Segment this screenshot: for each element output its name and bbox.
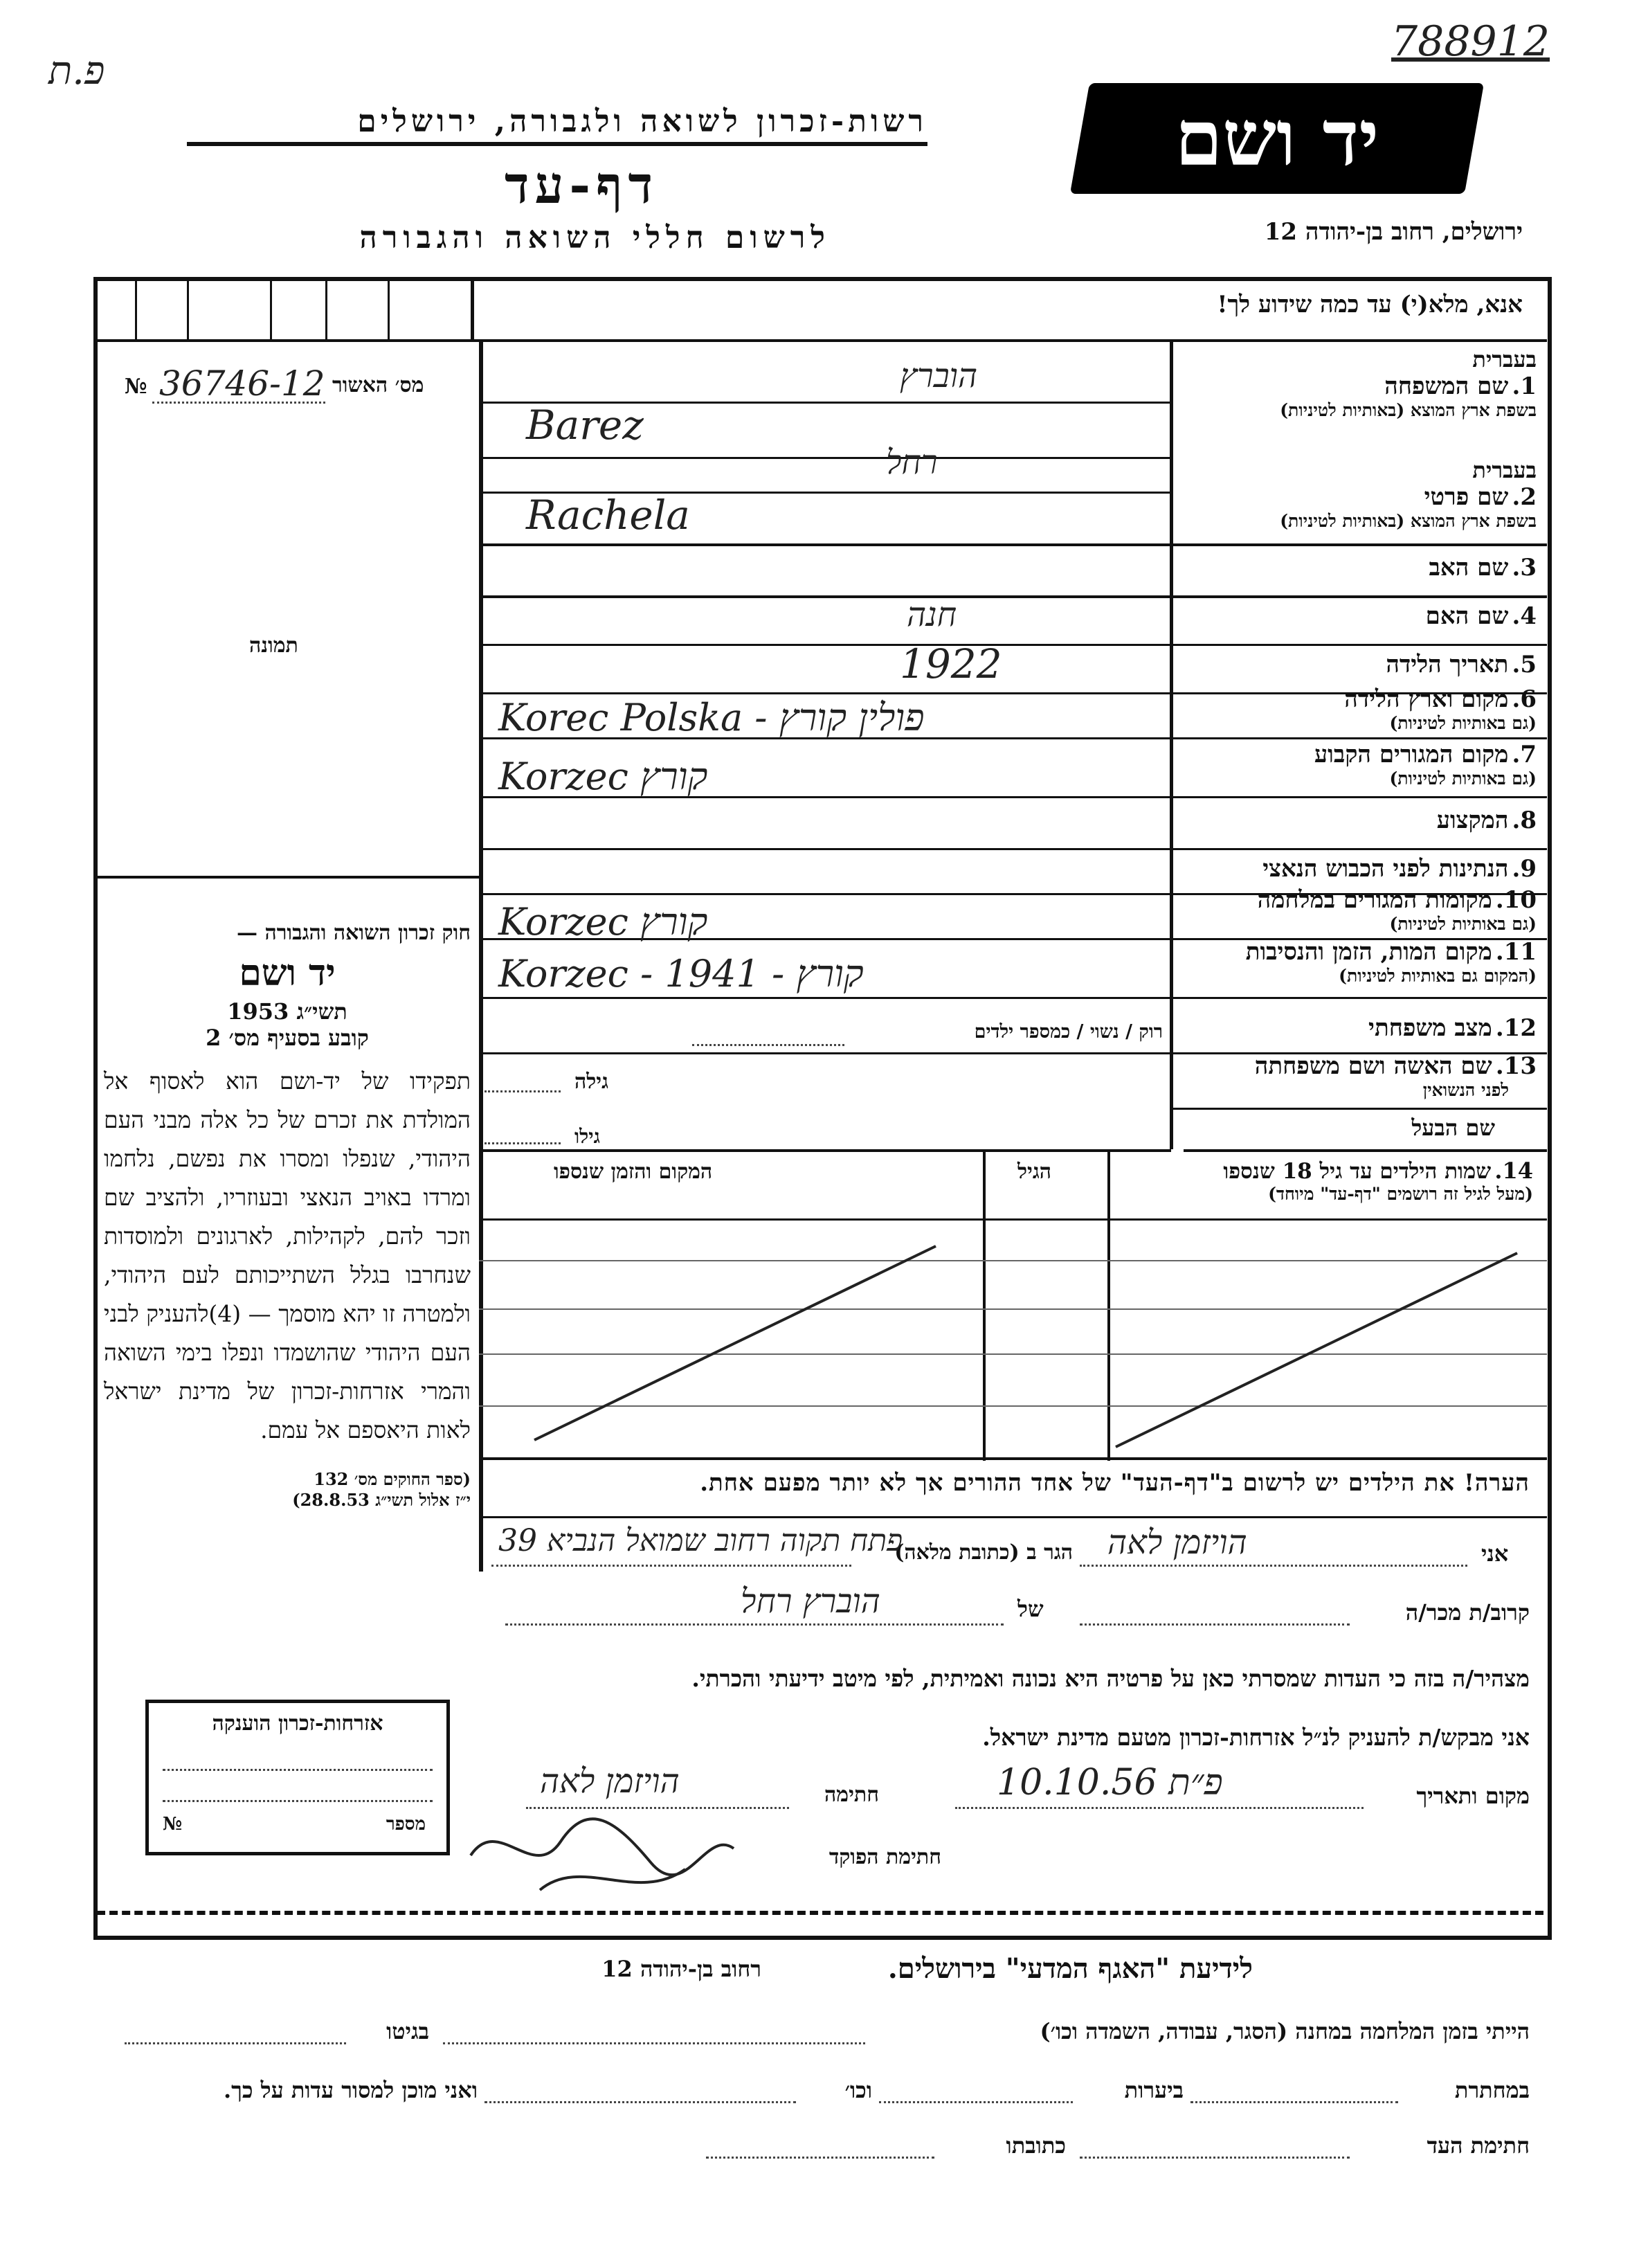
footer-witness-sig: חתימת העד (1427, 2132, 1530, 2159)
field-label: שם האב (1429, 554, 1509, 582)
field-num: 5. (1512, 651, 1537, 678)
form-title: דף-עד (504, 156, 659, 215)
footer-addr: כתובתו (1006, 2132, 1066, 2159)
surname-latin[interactable]: Barez (526, 402, 644, 449)
field-num: 4. (1512, 602, 1537, 630)
field-sub: לפני הנשואין (1422, 1080, 1509, 1100)
citizenship-box (145, 1700, 450, 1855)
field-label: מקומות המגורים במלחמה (1257, 886, 1492, 914)
law-footnote-2: י״ז אלול תשי״ג 28.8.53) (292, 1490, 471, 1510)
corner-mark: פ.ת (48, 48, 105, 93)
footer-etc: וכו׳ (844, 2077, 872, 2103)
mother-value[interactable]: חנה (907, 595, 957, 634)
field-label: שם פרטי (1424, 483, 1509, 511)
field-num: 11. (1495, 938, 1537, 966)
address: ירושלים, רחוב בן-יהודה 12 (1264, 218, 1523, 246)
field-label: תאריך הלידה (1386, 651, 1509, 678)
first-name-latin[interactable]: Rachela (526, 492, 690, 539)
law-section: קובע בסעיף מס׳ 2 (206, 1025, 369, 1051)
field-label: שם האם (1425, 602, 1509, 630)
field-sub: (גם באותיות לטיניות) (1389, 768, 1537, 789)
law-year: תשי״ג 1953 (227, 998, 347, 1025)
field-label: שם האשה ושם משפחתה (1254, 1052, 1492, 1080)
field-num: 7. (1512, 741, 1537, 768)
intro-text: אנא, מלא(י) עד כמה שידוע לך! (1217, 291, 1523, 318)
decl-request: אני מבקש/ת להעניק לנ״ל אזרחות-זכרון מטעם מדינת ישראל. (982, 1724, 1530, 1751)
place-date-label: מקום ותאריך (1416, 1783, 1530, 1809)
hebrew-label: בעברית (1472, 457, 1537, 483)
citizenship-title: אזרחות-זכרון הוענקה (212, 1711, 383, 1736)
field-wife (1177, 1052, 1537, 1101)
footer-ghetto: בגיטו (386, 2018, 429, 2044)
signature-value[interactable]: הויזמן לאה (540, 1762, 680, 1801)
birth-date-value[interactable]: 1922 (900, 640, 1002, 687)
children-title: שמות הילדים עד גיל 18 שנספו (1223, 1159, 1492, 1184)
field-num: 3. (1512, 554, 1537, 582)
law-name: יד ושם (239, 952, 336, 994)
field-num: 9. (1512, 855, 1537, 883)
field-marital (1177, 1014, 1537, 1042)
field-label: מקום וארץ הלידה (1344, 685, 1509, 713)
field-surname (1177, 346, 1537, 421)
field-num: 2. (1512, 483, 1537, 511)
first-name-hebrew[interactable]: רחל (886, 443, 938, 482)
signature-label: חתימה (824, 1783, 879, 1807)
footer-line1: הייתי בזמן המלחמה במחנה (הסגר, עבודה, השמדה וכו׳) (1040, 2018, 1530, 2044)
field-profession (1177, 807, 1537, 834)
law-title: חוק זכרון השואה והגבורה — (237, 921, 471, 945)
children-note: (מעל לגיל זה רושמים "דף-עד" מיוחד) (1268, 1184, 1533, 1204)
decl-name[interactable]: הויזמן לאה (1107, 1523, 1247, 1562)
field-num: 10. (1495, 886, 1537, 914)
decl-address[interactable]: פתח תקוה רחוב שמואל הנביא 39 (498, 1523, 903, 1558)
photo-label: תמונה (249, 633, 298, 658)
footer-willing: ואני מוכן למסור עדות על כך. (223, 2077, 478, 2103)
footer-underground: במחתרת (1454, 2077, 1530, 2103)
law-body: תפקידו של יד-ושם הוא לאסוף אל המולדת את זכרם של כל אלה מבני העם היהודי, שנפלו ומסרו את נפשם, נלחמו ומרדו באויב הנאצי ובעוזריו, ולהציב שם וזכר להם, לקהילות, לארגונים ולמוסדות שנחרבו בגלל השתייכותם לעם היהודי, ולמטרה זו יהא מוסמך — (4)להעניק לבני העם היהודי שהושמדו ונפלו בימי השואה והמרי אזרחות-זכרון של מדינת ישראל לאות היאספם אל עמם. (104, 1068, 471, 1443)
wartime-residence-value[interactable]: Korzec קורץ (498, 900, 708, 944)
death-value[interactable]: Korzec - 1941 - קורץ (498, 952, 864, 996)
field-first-name (1177, 457, 1537, 532)
birth-place-value[interactable]: Korec Polska - פולין קורץ (498, 696, 925, 739)
cut-line (97, 1911, 1543, 1915)
field-residence (1177, 741, 1537, 789)
hebrew-label: בעברית (1472, 346, 1537, 372)
field-label: המקצוע (1436, 807, 1509, 834)
footer-forests: ביערות (1124, 2077, 1184, 2103)
field-sub: (גם באותיות לטיניות) (1389, 713, 1537, 733)
field-death (1177, 938, 1537, 987)
law-footnote-1: (ספר החוקים מס׳ 132 (314, 1469, 471, 1489)
children-header (1121, 1158, 1533, 1205)
decl-relative-label: קרוב/ת מכר/ה (1405, 1599, 1530, 1626)
field-birth-date (1177, 651, 1537, 678)
field-wartime-residence (1177, 886, 1537, 935)
logo-text: יד ושם (1175, 93, 1379, 183)
field-num: 8. (1512, 807, 1537, 834)
children-strike-lines (479, 1218, 1547, 1461)
decl-resides-label: הגר ב (כתובת מלאה) (894, 1540, 1073, 1565)
wife-age-label: גילה (574, 1070, 609, 1094)
field-sub: (המקום גם באותיות לטיניות) (1339, 966, 1537, 986)
citizenship-number-label: מספר (386, 1814, 426, 1835)
surname-hebrew[interactable]: הוברץ (900, 357, 978, 395)
citizenship-no: № (163, 1814, 183, 1835)
field-sub: (גם באותיות לטיניות) (1389, 914, 1537, 934)
field-label: שם המשפחה (1384, 372, 1509, 400)
residence-value[interactable]: Korzec קורץ (498, 755, 708, 798)
field-sub: בשפת ארץ המוצא (באותיות לטיניות) (1280, 400, 1537, 420)
children-num: 14. (1494, 1158, 1533, 1184)
field-mother (1177, 602, 1537, 630)
husband-label: שם הבעל (1411, 1115, 1495, 1141)
field-father (1177, 554, 1537, 582)
footer-address: רחוב בן-יהודה 12 (601, 1956, 761, 1982)
decl-ani: אני (1481, 1540, 1509, 1567)
field-num: 13. (1495, 1052, 1537, 1080)
place-date-value[interactable]: פ״ת 10.10.56 (997, 1762, 1223, 1803)
approval-label: מס׳ האשור (332, 373, 424, 397)
decl-attest: מצהיר/ה בזה כי העדות שמסרתי כאן על פרטיה היא נכונה ואמיתית, לפי מיטב ידיעתי והכרתי. (691, 1665, 1530, 1692)
field-sub: בשפת ארץ המוצא (באותיות לטיניות) (1280, 511, 1537, 531)
note-text: הערה! את הילדים יש לרשום ב"דף-העד" של אחד ההורים אך לא יותר מפעם אחת. (700, 1469, 1530, 1497)
field-num: 12. (1495, 1014, 1537, 1042)
place-column-header: המקום והזמן שנספו (554, 1160, 713, 1184)
logo-block (1070, 83, 1484, 194)
law-box (104, 921, 471, 1511)
decl-of: של (1017, 1596, 1044, 1622)
field-citizenship (1177, 855, 1537, 883)
approval-number: 36746-12 (159, 363, 325, 404)
officer-label: חתימת הפוקד (828, 1845, 941, 1869)
footer-title: לידיעת "האגף המדעי" בירושלים. (887, 1952, 1253, 1985)
number-sign: № (125, 375, 147, 399)
archive-number: 788912 (1391, 17, 1550, 66)
husband-age-label: גילו (574, 1125, 600, 1148)
field-label: מצב משפחתי (1368, 1014, 1492, 1042)
form-subtitle: לרשום חללי השואה והגבורה (359, 220, 831, 255)
approval-field[interactable] (125, 363, 457, 405)
decl-relative[interactable]: הוברץ רחל (741, 1582, 880, 1621)
officer-signature (457, 1800, 761, 1911)
field-num: 1. (1512, 372, 1537, 400)
field-label: הנתינות לפני הכבוש הנאצי (1262, 855, 1509, 883)
field-label: מקום המגורים הקבוע (1314, 741, 1509, 768)
field-birth-place (1177, 685, 1537, 734)
age-column-header: הגיל (1017, 1160, 1052, 1184)
field-label: מקום המות, הזמן והנסיבות (1245, 938, 1492, 966)
marital-options[interactable]: רוק / נשוי / כמספר ילדים (974, 1021, 1163, 1043)
authority-line: רשות-זכרון לשואה ולגבורה, ירושלים (187, 104, 927, 146)
field-num: 6. (1512, 685, 1537, 713)
